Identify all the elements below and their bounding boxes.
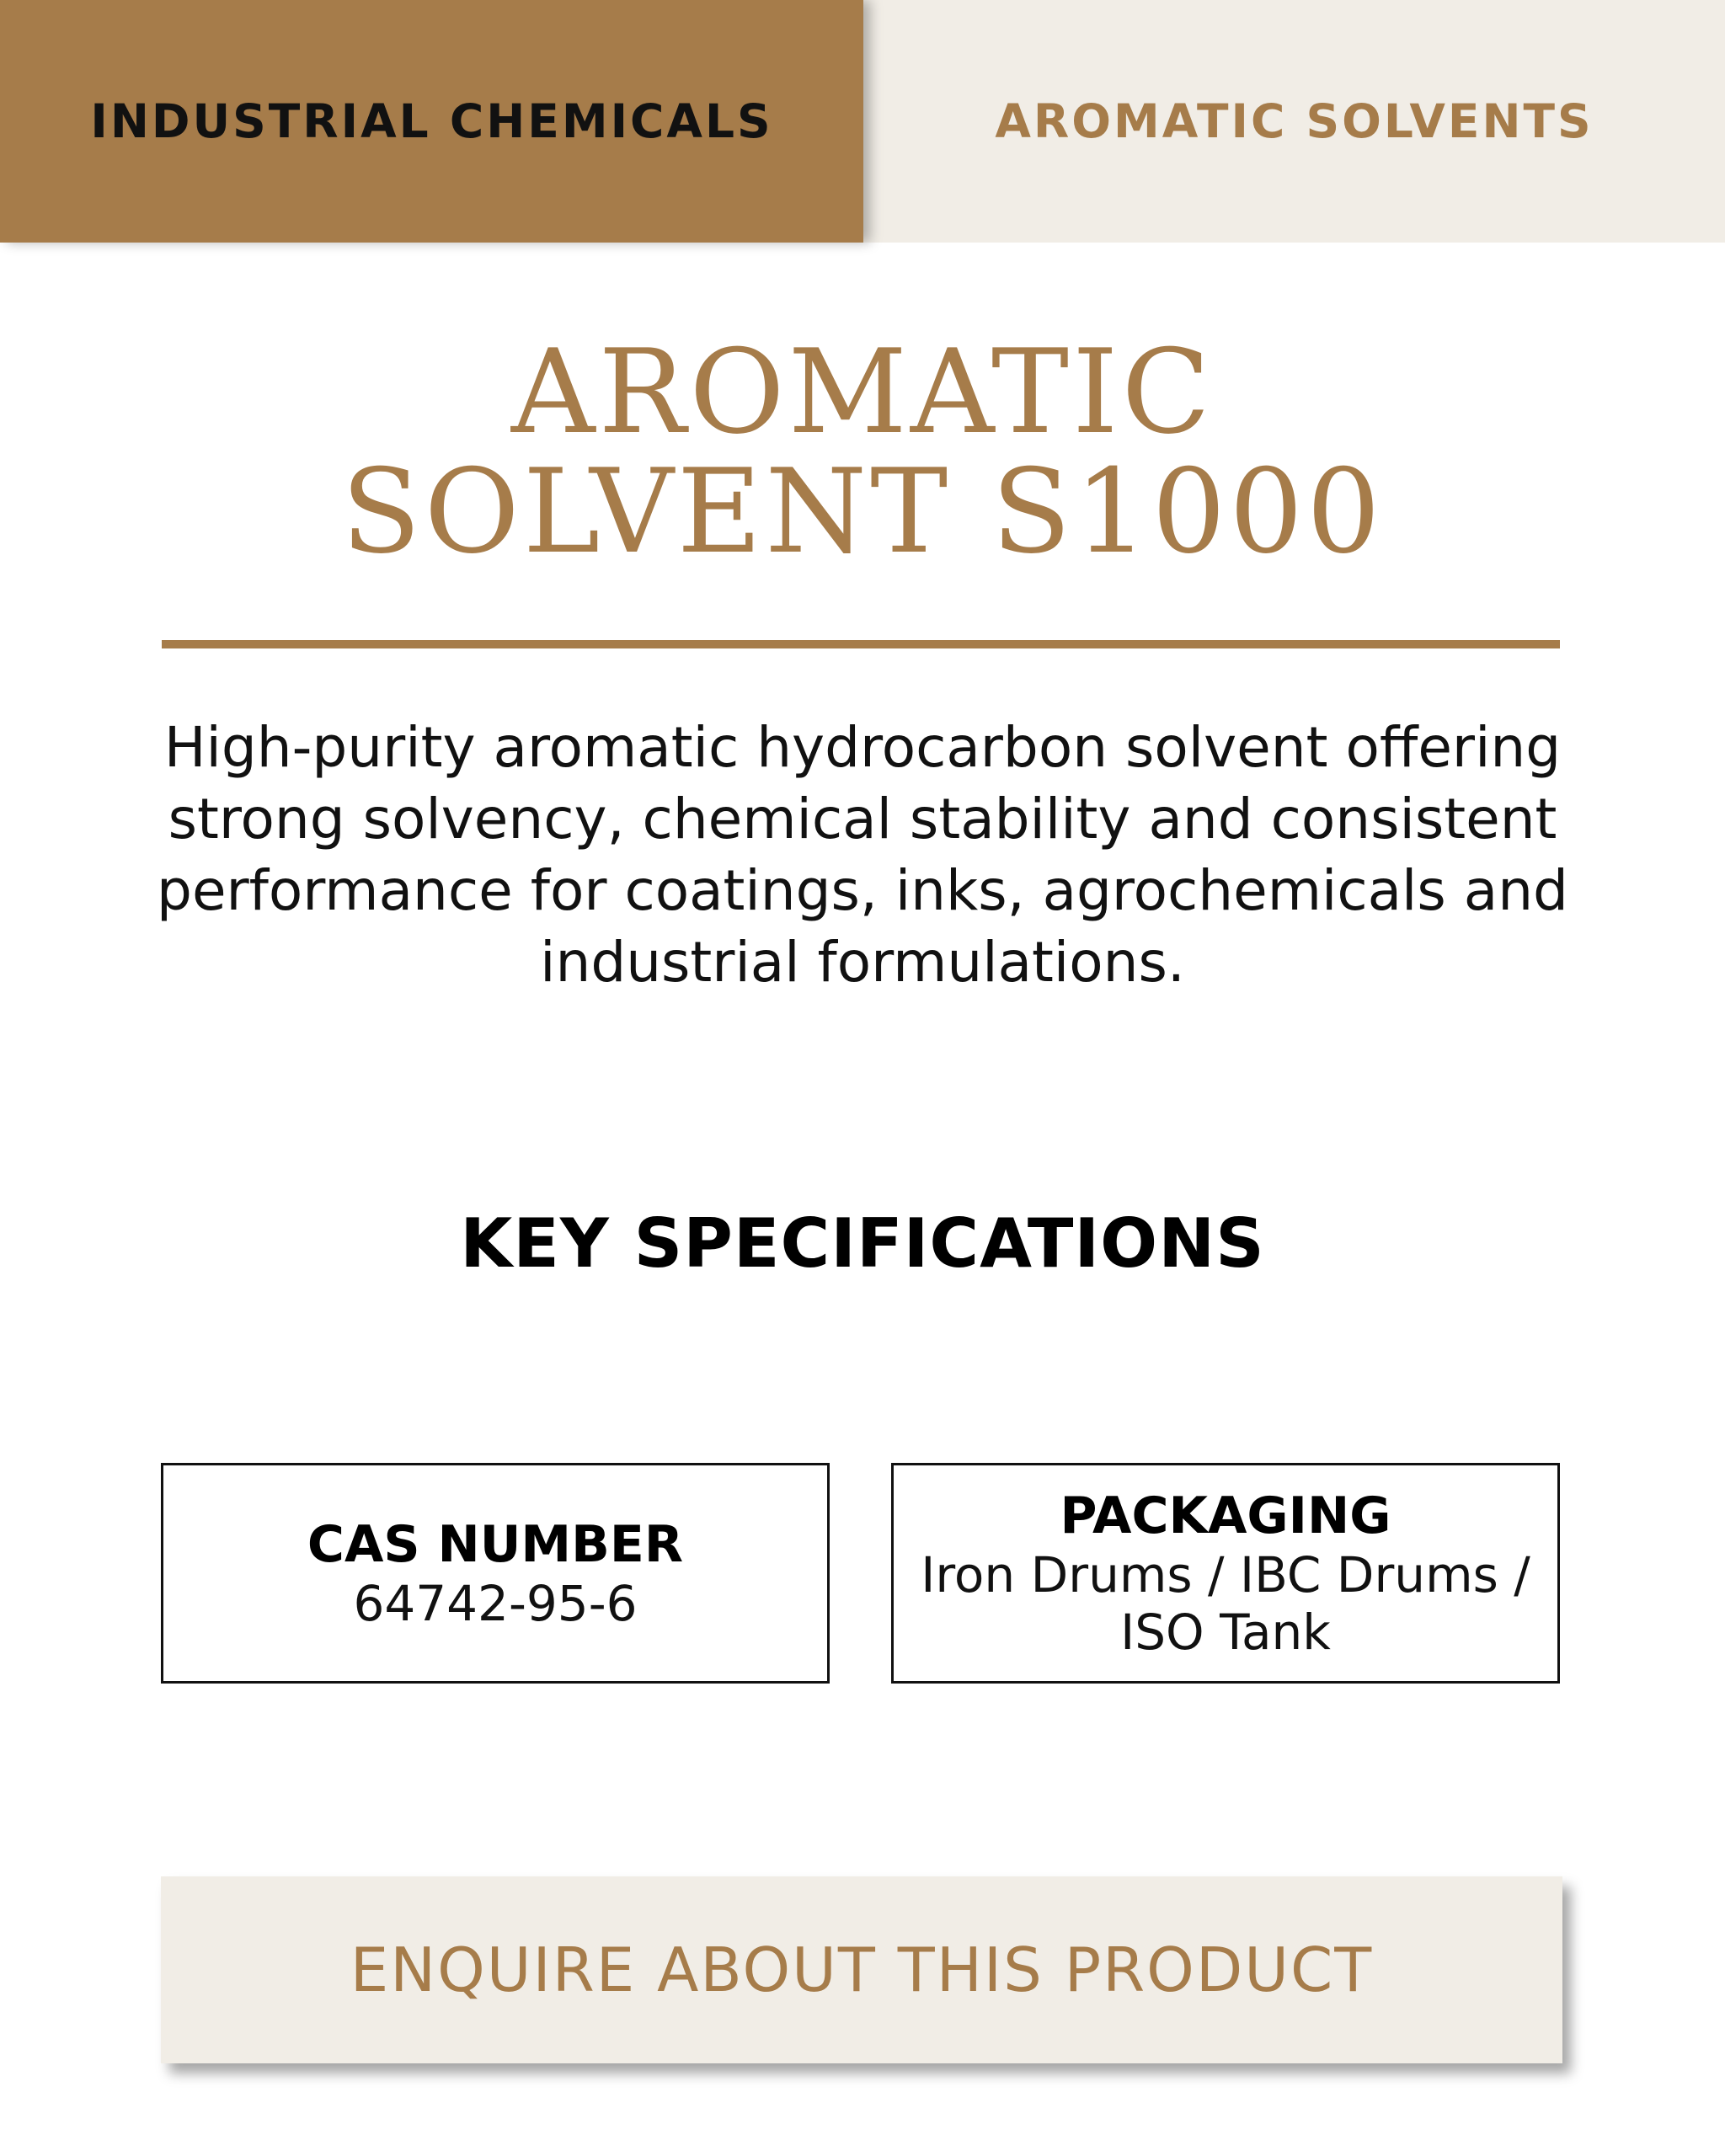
- spec-card-packaging: [891, 1463, 1560, 1684]
- title-divider: [162, 640, 1560, 648]
- spec-label: PACKAGING: [1060, 1486, 1391, 1545]
- enquire-button[interactable]: ENQUIRE ABOUT THIS PRODUCT: [161, 1876, 1562, 2063]
- key-specifications-heading: KEY SPECIFICATIONS: [460, 1204, 1265, 1283]
- product-title-line-2: SOLVENT S1000: [341, 444, 1384, 579]
- category-tabs: [0, 0, 1725, 243]
- spec-value: Iron Drums / IBC Drums / ISO Tank: [921, 1546, 1530, 1661]
- product-description: High-purity aromatic hydrocarbon solvent offering strong solvency, chemical stability and consistent performance for coatings, inks, agrochemicals and industrial formulations.: [157, 715, 1568, 995]
- product-title: [0, 324, 1725, 579]
- tab-aromatic-solvents[interactable]: AROMATIC SOLVENTS: [995, 94, 1594, 148]
- product-title-line-1: AROMATIC: [510, 324, 1215, 460]
- spec-card-cas-number: [161, 1463, 830, 1684]
- spec-value: 64742-95-6: [353, 1575, 638, 1632]
- spec-label: CAS NUMBER: [307, 1515, 684, 1574]
- tab-industrial-chemicals[interactable]: INDUSTRIAL CHEMICALS: [0, 0, 863, 243]
